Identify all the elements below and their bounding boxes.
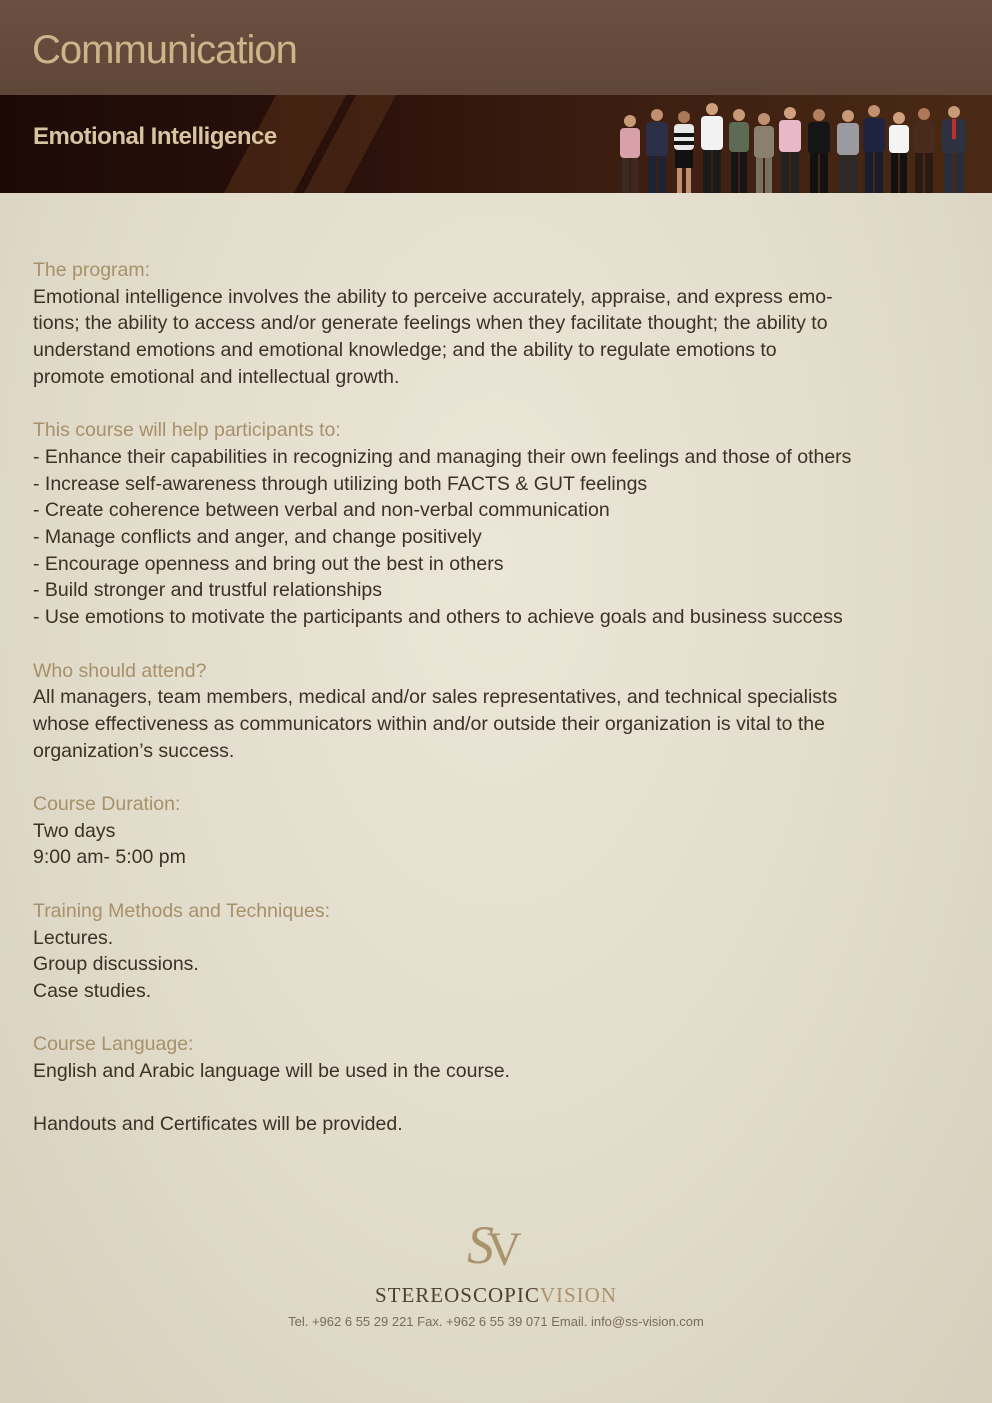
- objective-item: - Encourage openness and bring out the best in others: [33, 552, 504, 575]
- objective-item: - Increase self-awareness through utilizing both FACTS & GUT feelings: [33, 472, 648, 495]
- course-content: [33, 257, 933, 1138]
- brand-name: [0, 1283, 992, 1308]
- duration-line: 9:00 am- 5:00 pm: [33, 846, 186, 869]
- course-banner: [0, 95, 992, 193]
- logo-s-letter: S: [467, 1215, 494, 1275]
- method-item: Group discussions.: [33, 953, 199, 976]
- sv-logo-icon: [461, 1215, 531, 1277]
- brand-name-light: VISION: [539, 1283, 618, 1307]
- method-item: Lectures.: [33, 926, 114, 949]
- duration-line: Two days: [33, 819, 116, 842]
- program-line: Emotional intelligence involves the ability to perceive accurately, appraise, and express emo-: [33, 285, 833, 308]
- program-line: understand emotions and emotional knowledge; and the ability to regulate emotions to: [33, 339, 777, 362]
- program-line: promote emotional and intellectual growth.: [33, 365, 400, 388]
- methods-heading: Training Methods and Techniques:: [33, 899, 331, 922]
- contact-info: Tel. +962 6 55 29 221 Fax. +962 6 55 39 071 Email. info@ss-vision.com: [288, 1314, 704, 1329]
- language-heading: Course Language:: [33, 1033, 194, 1056]
- objective-item: - Manage conflicts and anger, and change positively: [33, 526, 482, 549]
- objective-item: - Enhance their capabilities in recognizing and managing their own feelings and those of others: [33, 445, 852, 468]
- objective-item: - Use emotions to motivate the participants and others to achieve goals and business success: [33, 606, 843, 629]
- duration-heading: Course Duration:: [33, 793, 181, 816]
- program-heading: The program:: [33, 259, 151, 281]
- audience-line: All managers, team members, medical and/or sales representatives, and technical specialists: [33, 686, 838, 709]
- footer: [0, 1215, 992, 1329]
- audience-line: whose effectiveness as communicators within and/or outside their organization is vital to the: [33, 712, 825, 735]
- handouts-note: Handouts and Certificates will be provided.: [33, 1113, 403, 1136]
- logo-v-letter: V: [487, 1223, 522, 1276]
- people-group-image: [612, 95, 982, 193]
- top-bar: [0, 0, 992, 95]
- objectives-heading: This course will help participants to:: [33, 419, 341, 442]
- audience-line: organization’s success.: [33, 739, 235, 762]
- course-title: Emotional Intelligence: [33, 123, 277, 150]
- brand-name-dark: STEREOSCOPIC: [374, 1283, 540, 1307]
- category-title: Communication: [32, 28, 297, 72]
- language-line: English and Arabic language will be used in the course.: [33, 1060, 510, 1083]
- audience-heading: Who should attend?: [33, 659, 207, 682]
- objective-item: - Create coherence between verbal and non-verbal communication: [33, 499, 610, 522]
- method-item: Case studies.: [33, 979, 152, 1002]
- program-line: tions; the ability to access and/or generate feelings when they facilitate thought; the ability to: [33, 312, 828, 335]
- objective-item: - Build stronger and trustful relationships: [33, 579, 383, 602]
